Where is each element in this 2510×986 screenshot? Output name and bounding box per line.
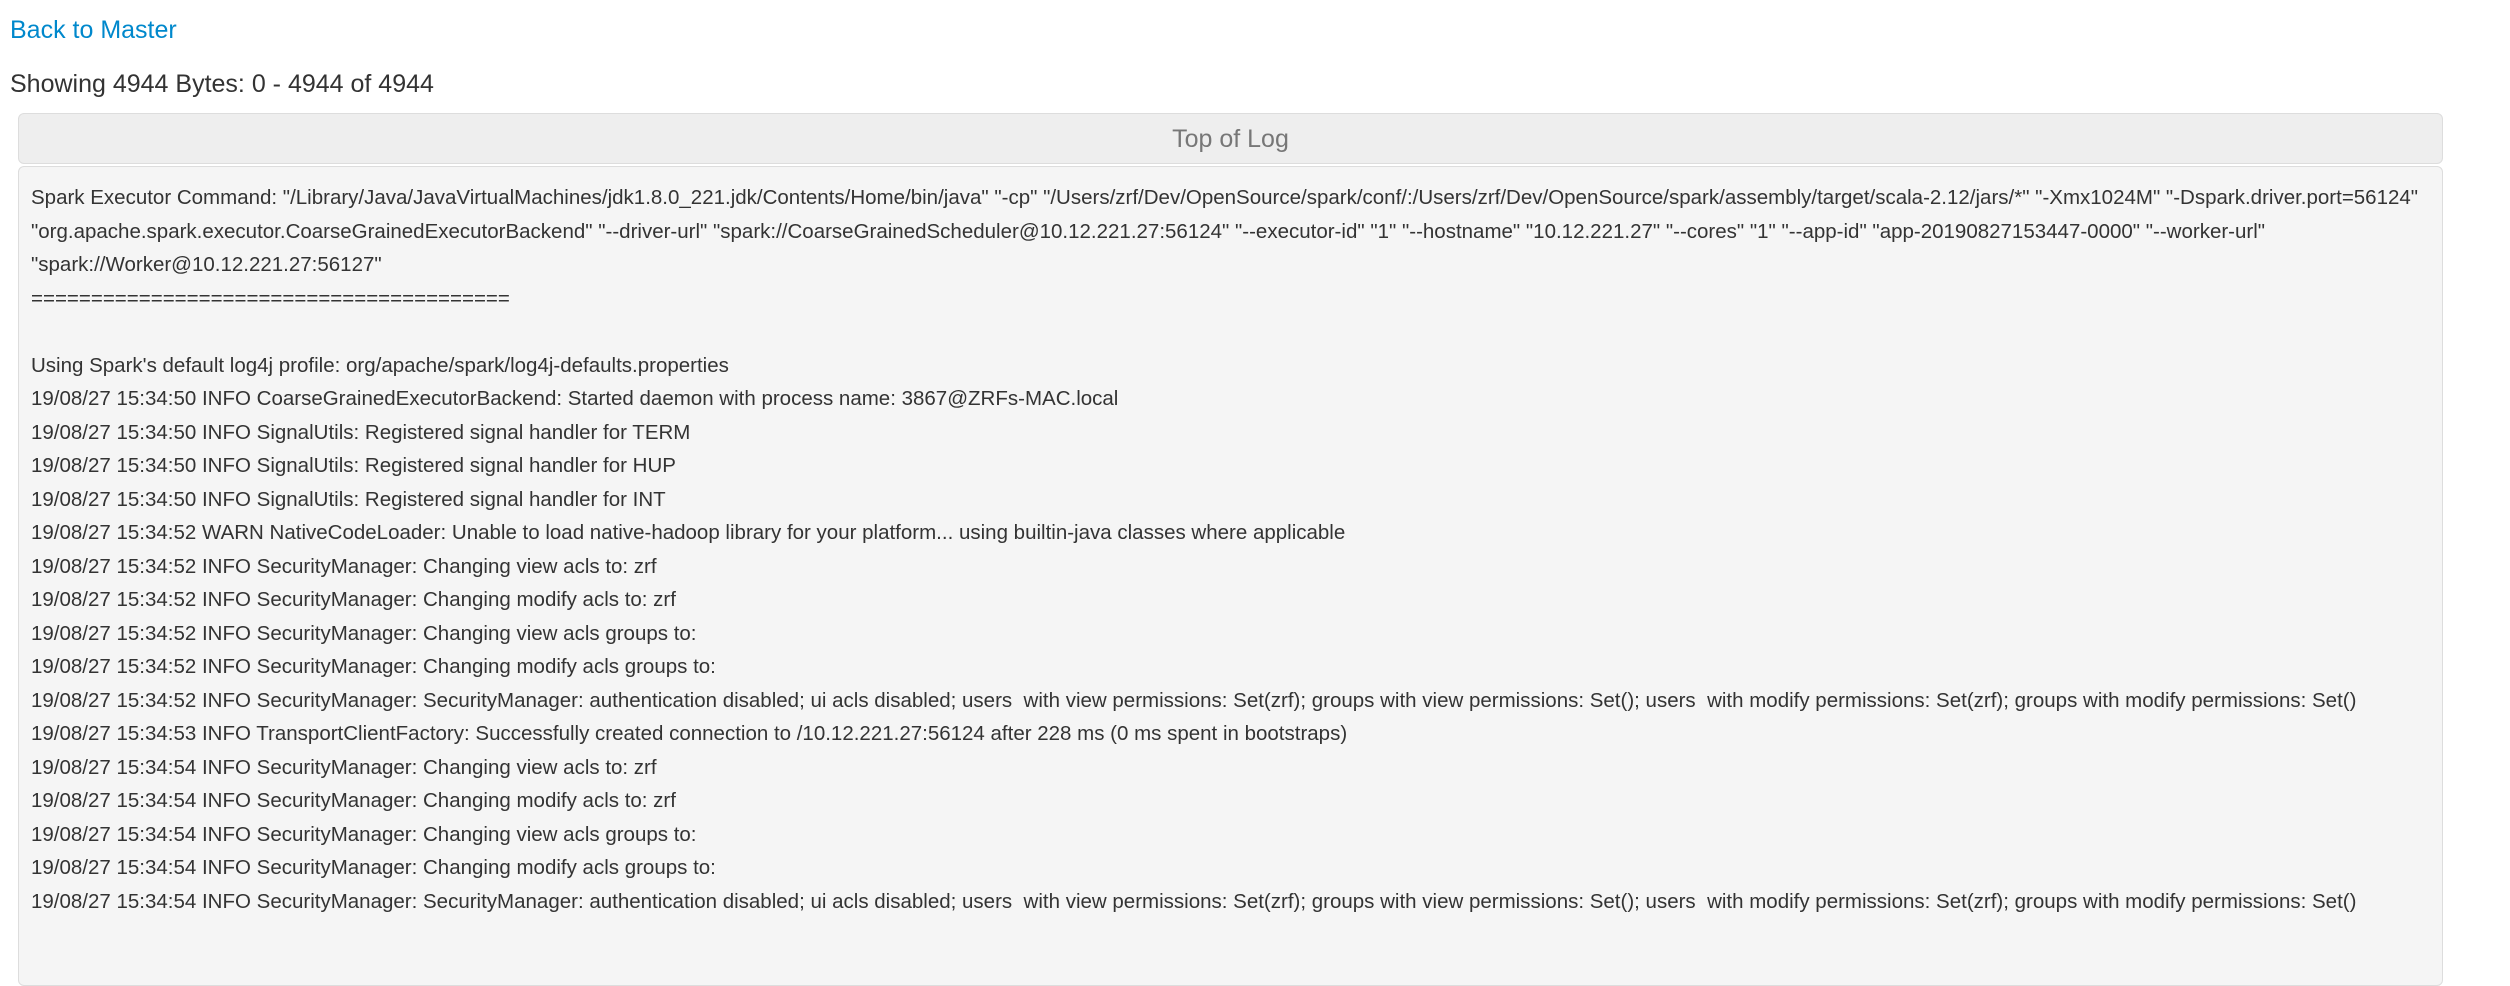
- top-of-log-button[interactable]: [18, 113, 2443, 164]
- log-line: 19/08/27 15:34:54 INFO SecurityManager: SecurityManager: authentication disabled; ui acls disabled; users with view permissions: Set(zrf); groups with view permissions: Set(); users with modify permissions: Set(zrf); groups with modify permissions: Set(): [31, 889, 2357, 913]
- log-line: 19/08/27 15:34:54 INFO SecurityManager: Changing view acls groups to:: [31, 822, 703, 846]
- top-of-log-label: Top of Log: [1172, 125, 1289, 153]
- log-line: Spark Executor Command: "/Library/Java/JavaVirtualMachines/jdk1.8.0_221.jdk/Contents/Home/bin/java" "-cp" "/Users/zrf/Dev/OpenSource/spark/conf/:/Users/zrf/Dev/OpenSource/spark/assembly/target/scala-2.12/jars/*" "-Xmx1024M" "-Dspark.driver.port=56124" "org.apache.spark.executor.CoarseGrainedExecutorBackend" "--driver-url" "spark://CoarseGrainedScheduler@10.12.221.27:56124" "--executor-id" "1" "--hostname" "10.12.221.27" "--cores" "1" "--app-id" "app-20190827153447-0000" "--worker-url" "spark://Worker@10.12.221.27:56127": [31, 186, 2424, 276]
- log-line: 19/08/27 15:34:52 INFO SecurityManager: SecurityManager: authentication disabled; ui acls disabled; users with view permissions: Set(zrf); groups with view permissions: Set(); users with modify permissions: Set(zrf); groups with modify permissions: Set(): [31, 688, 2357, 712]
- log-line: 19/08/27 15:34:52 INFO SecurityManager: Changing view acls to: zrf: [31, 554, 657, 578]
- log-lines: [31, 181, 2430, 918]
- log-line: 19/08/27 15:34:50 INFO SignalUtils: Registered signal handler for HUP: [31, 454, 676, 477]
- log-line: [31, 315, 2430, 349]
- log-line: 19/08/27 15:34:53 INFO TransportClientFactory: Successfully created connection to /10.12.221.27:56124 after 228 ms (0 ms spent in bootstraps): [31, 722, 1348, 745]
- log-line: 19/08/27 15:34:50 INFO SignalUtils: Registered signal handler for INT: [31, 487, 666, 511]
- byte-range-status: Showing 4944 Bytes: 0 - 4944 of 4944: [10, 70, 434, 98]
- log-line: ========================================: [31, 286, 510, 310]
- back-to-master-link[interactable]: Back to Master: [10, 16, 177, 44]
- log-line: 19/08/27 15:34:52 WARN NativeCodeLoader: Unable to load native-hadoop library for your platform... using builtin-java classes where applicable: [31, 521, 1346, 544]
- log-line: 19/08/27 15:34:52 INFO SecurityManager: Changing view acls groups to:: [31, 621, 703, 645]
- log-content[interactable]: [18, 166, 2443, 986]
- log-line: 19/08/27 15:34:50 INFO CoarseGrainedExecutorBackend: Started daemon with process name: 3867@ZRFs-MAC.local: [31, 387, 1119, 410]
- log-line: 19/08/27 15:34:52 INFO SecurityManager: Changing modify acls to: zrf: [31, 588, 676, 611]
- log-line: 19/08/27 15:34:50 INFO SignalUtils: Registered signal handler for TERM: [31, 420, 691, 444]
- log-line: 19/08/27 15:34:54 INFO SecurityManager: Changing view acls to: zrf: [31, 755, 657, 779]
- log-line: 19/08/27 15:34:54 INFO SecurityManager: Changing modify acls to: zrf: [31, 789, 676, 812]
- log-line: 19/08/27 15:34:52 INFO SecurityManager: Changing modify acls groups to:: [31, 655, 722, 678]
- log-line: 19/08/27 15:34:54 INFO SecurityManager: Changing modify acls groups to:: [31, 856, 722, 879]
- log-line: Using Spark's default log4j profile: org/apache/spark/log4j-defaults.properties: [31, 353, 729, 377]
